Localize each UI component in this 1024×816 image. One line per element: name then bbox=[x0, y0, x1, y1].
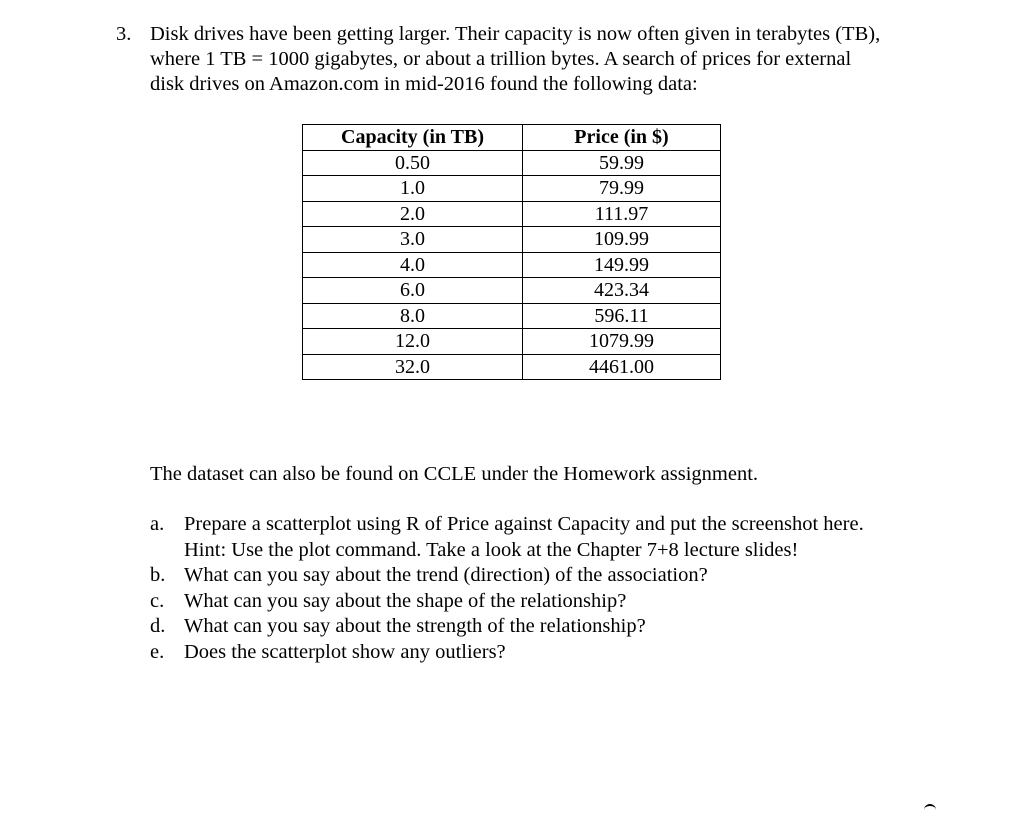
table-row bbox=[303, 354, 721, 380]
table-row bbox=[303, 329, 721, 355]
table-row bbox=[303, 227, 721, 253]
price-cell: 111.97 bbox=[523, 201, 721, 227]
price-cell: 109.99 bbox=[523, 227, 721, 253]
question-text bbox=[184, 640, 970, 666]
table-row bbox=[303, 201, 721, 227]
question-letter: d. bbox=[150, 615, 166, 637]
capacity-cell: 1.0 bbox=[303, 176, 523, 202]
question-line: What can you say about the shape of the relationship? bbox=[184, 589, 627, 612]
question-line: What can you say about the strength of the relationship? bbox=[184, 615, 646, 637]
problem-line: disk drives on Amazon.com in mid-2016 found the following data: bbox=[150, 73, 698, 95]
table-row bbox=[303, 278, 721, 304]
question-d bbox=[150, 614, 970, 640]
price-cell: 423.34 bbox=[523, 278, 721, 304]
capacity-cell: 12.0 bbox=[303, 329, 523, 355]
question-b bbox=[150, 563, 970, 589]
question-letter: c. bbox=[150, 589, 165, 612]
problem-line: where 1 TB = 1000 gigabytes, or about a trillion bytes. A search of prices for external bbox=[150, 48, 852, 70]
question-list bbox=[150, 512, 970, 665]
question-text bbox=[184, 563, 970, 589]
capacity-cell: 4.0 bbox=[303, 252, 523, 278]
capacity-cell: 6.0 bbox=[303, 278, 523, 304]
table-header-row bbox=[303, 125, 721, 151]
question-letter: a. bbox=[150, 513, 165, 535]
question-e bbox=[150, 640, 970, 666]
column-header-price: Price (in $) bbox=[523, 125, 721, 151]
data-table bbox=[302, 124, 721, 380]
table-row bbox=[303, 252, 721, 278]
capacity-cell: 8.0 bbox=[303, 303, 523, 329]
table-row bbox=[303, 303, 721, 329]
problem-line: Disk drives have been getting larger. Their capacity is now often given in terabytes (TB), bbox=[150, 23, 881, 45]
table-row bbox=[303, 150, 721, 176]
question-a bbox=[150, 512, 970, 563]
price-cell: 596.11 bbox=[523, 303, 721, 329]
table-row bbox=[303, 176, 721, 202]
capacity-cell: 2.0 bbox=[303, 201, 523, 227]
question-c bbox=[150, 589, 970, 615]
capacity-cell: 0.50 bbox=[303, 150, 523, 176]
problem-number: 3. bbox=[116, 23, 132, 45]
question-line: Does the scatterplot show any outliers? bbox=[184, 640, 506, 663]
question-letter: e. bbox=[150, 640, 165, 663]
price-cell: 79.99 bbox=[523, 176, 721, 202]
dataset-note: The dataset can also be found on CCLE under the Homework assignment. bbox=[150, 463, 759, 485]
question-line: What can you say about the trend (direction) of the association? bbox=[184, 564, 708, 586]
price-cell: 1079.99 bbox=[523, 329, 721, 355]
column-header-capacity: Capacity (in TB) bbox=[303, 125, 523, 151]
question-line: Hint: Use the plot command. Take a look at the Chapter 7+8 lecture slides! bbox=[184, 538, 799, 561]
question-text bbox=[184, 589, 970, 615]
price-cell: 149.99 bbox=[523, 252, 721, 278]
question-line: Prepare a scatterplot using R of Price against Capacity and put the screenshot here. bbox=[184, 513, 864, 535]
capacity-cell: 32.0 bbox=[303, 354, 523, 380]
capacity-cell: 3.0 bbox=[303, 227, 523, 253]
price-cell: 59.99 bbox=[523, 150, 721, 176]
page-edge-mark bbox=[924, 804, 936, 816]
question-text bbox=[184, 512, 970, 563]
problem-text bbox=[150, 22, 950, 97]
price-cell: 4461.00 bbox=[523, 354, 721, 380]
question-letter: b. bbox=[150, 564, 166, 586]
question-text bbox=[184, 614, 970, 640]
